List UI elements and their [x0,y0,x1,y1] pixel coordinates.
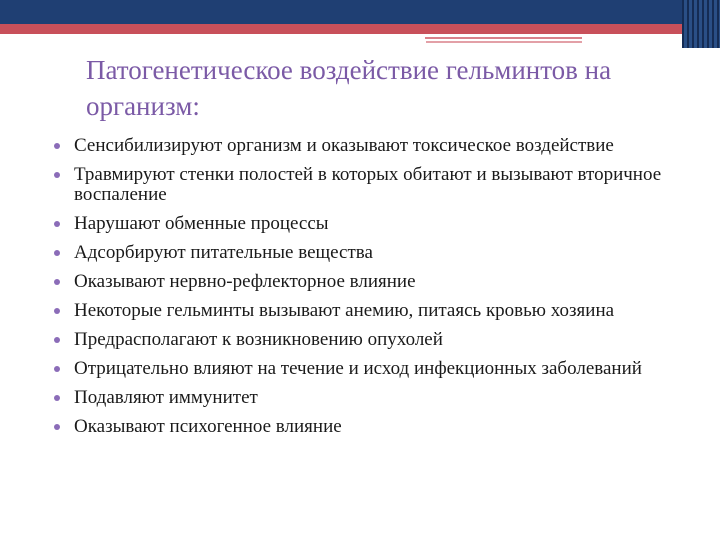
list-item-text: Травмируют стенки полостей в которых обитают и вызывают вторичное воспаление [74,164,662,205]
list-item-text: Некоторые гельминты вызывают анемию, питаясь кровью хозяина [74,300,615,321]
list-item [48,359,688,379]
list-item-text: Подавляют иммунитет [74,387,258,408]
list-item [48,301,688,321]
bullet-dot-icon [54,395,60,401]
bullet-dot-icon [54,424,60,430]
list-item-text: Адсорбируют питательные вещества [74,242,373,263]
list-item [48,330,688,350]
bullet-dot-icon [54,279,60,285]
list-item [48,136,688,156]
list-item-text: Оказывают нервно-рефлекторное влияние [74,271,416,292]
list-item-text: Оказывают психогенное влияние [74,416,342,437]
accent-line-thin [426,41,582,43]
list-item [48,417,688,437]
bullet-dot-icon [54,250,60,256]
list-item [48,272,688,292]
bullet-list [48,136,688,446]
bullet-dot-icon [54,366,60,372]
list-item [48,214,688,234]
list-item [48,165,688,205]
header-stripes [682,0,720,48]
slide-title: Патогенетическое воздействие гельминтов на организм: [86,55,612,121]
accent-line [425,37,582,39]
list-item-text: Отрицательно влияют на течение и исход инфекционных заболеваний [74,358,642,379]
header-band [0,0,720,24]
list-item [48,243,688,263]
list-item [48,388,688,408]
list-item-text: Предрасполагают к возникновению опухолей [74,329,443,350]
bullet-dot-icon [54,143,60,149]
accent-band [0,24,682,34]
bullet-dot-icon [54,308,60,314]
bullet-dot-icon [54,172,60,178]
bullet-dot-icon [54,221,60,227]
list-item-text: Сенсибилизируют организм и оказывают токсическое воздействие [74,135,614,156]
bullet-dot-icon [54,337,60,343]
list-item-text: Нарушают обменные процессы [74,213,329,234]
